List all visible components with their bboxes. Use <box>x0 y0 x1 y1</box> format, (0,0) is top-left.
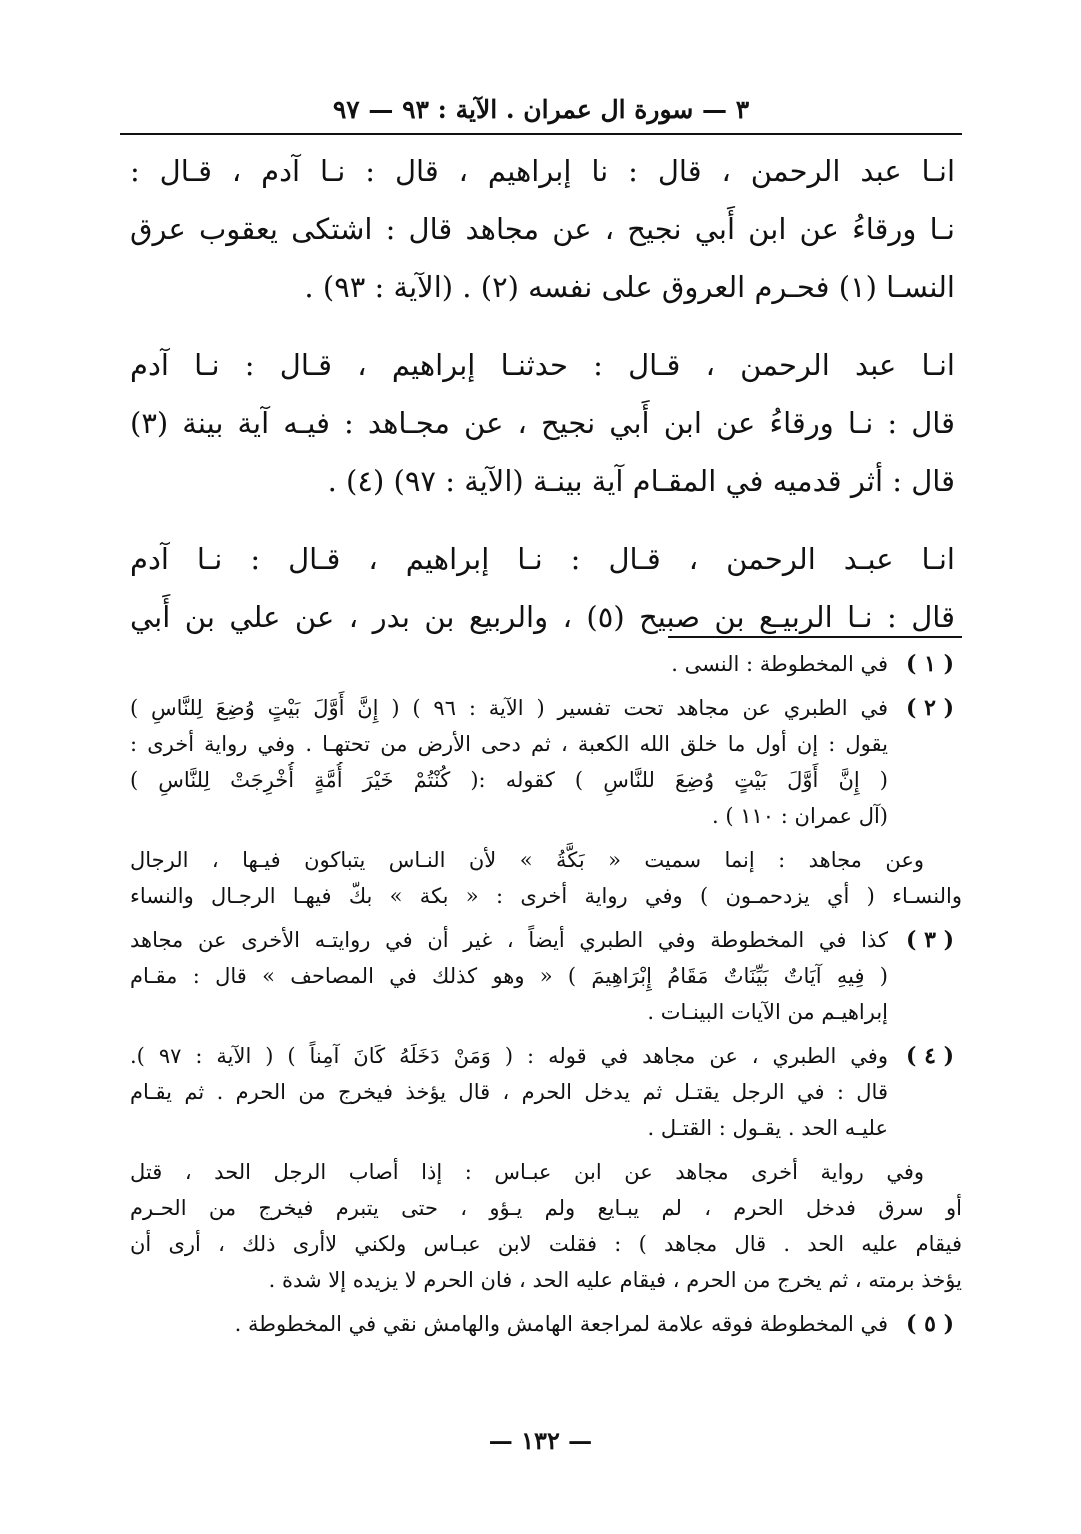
text-line: انـا عبـد الرحمن ، قـال : نـا إبراهيم ، قـال : نـا آدم <box>130 542 955 576</box>
main-paragraph <box>130 530 955 646</box>
footnote-line: يؤخذ برمته ، ثم يخرج من الحرم ، فيقام عليه الحد ، فان الحرم لا يزيده إلا شدة . <box>268 1268 962 1292</box>
footnote-line: أو سرق فدخل الحرم ، لم يبـايع ولم يـؤو ، حتى يتبرم فيخرج من الحـرم <box>130 1196 962 1220</box>
footnote-rule <box>668 636 962 638</box>
footnote-line: فيقام عليه الحد . قال مجاهد ) : فقلت لابن عبـاس ولكني لاأرى ذلك ، أرى أن <box>130 1232 962 1256</box>
text-line: انـا عبد الرحمن ، قـال : حدثنـا إبراهيم ، قـال : نـا آدم <box>130 348 955 382</box>
text-line: قال : نـا الربيـع بن صبيح (٥) ، والربيع بن بدر ، عن علي بن أَبي <box>130 600 955 634</box>
footnote-number: ( ٥ ) <box>906 1311 954 1337</box>
footnote-line: وعن مجاهد : إنما سميت « بَكَّةُ » لأن النـاس يتباكون فيـها ، الرجال <box>130 848 924 872</box>
footnote-line: ( فِيهِ آيَاتٌ بَيِّنَاتٌ مَقَامُ إِبْرَاهِيمَ ) « وهو كذلك في المصاحف » قال : مقـام <box>130 964 888 988</box>
footnote-number: ( ٤ ) <box>906 1043 954 1069</box>
page-number: — ١٣٢ — <box>488 1426 593 1455</box>
main-text <box>130 142 955 666</box>
footnote-4 <box>130 1038 962 1298</box>
text-line: قال : أثر قدميه في المقـام آية بينـة (الآية : ٩٧) (٤) . <box>327 464 955 498</box>
footnote-line: في المخطوطة فوقه علامة لمراجعة الهامش والهامش نقي في المخطوطة . <box>234 1312 888 1336</box>
footnote-number: ( ٣ ) <box>906 927 954 953</box>
main-paragraph <box>130 336 955 510</box>
running-head: ٣ — سورة ال عمران . الآية : ٩٣ — ٩٧ <box>332 95 750 124</box>
footnote-line: قال : في الرجل يقتـل ثم يدخل الحرم ، قال يؤخذ فيخرج من الحرم . ثم يقـام <box>130 1080 888 1104</box>
footnote-line: إبراهيـم من الآيات البينـات . <box>647 1000 888 1024</box>
footnote-line: عليـه الحد . يقـول : القتـل . <box>647 1116 888 1140</box>
main-paragraph <box>130 142 955 316</box>
footnote-line: في الطبري عن مجاهد تحت تفسير ( الآية : ٩٦ ) ( إِنَّ أَوَّلَ بَيْتٍ وُضِعَ لِلنَّاسِ ) <box>130 696 888 720</box>
footnote-line: وفي رواية أخرى مجاهد عن ابن عبـاس : إذا أصاب الرجل الحد ، قتل <box>130 1160 924 1184</box>
text-line: قال : نـا ورقاءُ عن ابن أَبي نجيح ، عن مجـاهد : فيـه آية بينة (٣) <box>130 406 955 440</box>
text-line: نـا ورقاءُ عن ابن أَبي نجيح ، عن مجاهد قال : اشتكى يعقوب عرق <box>130 212 955 246</box>
footnote-line: والنسـاء ( أي يزدحمـون ) وفي رواية أخرى : « بكة » بكّ فيهـا الرجـال والنساء <box>130 884 962 908</box>
footnote-line: في المخطوطة : النسى . <box>671 652 888 676</box>
footnote-number: ( ٢ ) <box>906 695 954 721</box>
footnote-line: (آل عمران : ١١٠ ) . <box>712 804 888 828</box>
footnote-1 <box>130 646 962 682</box>
footnote-2 <box>130 690 962 914</box>
footnote-3 <box>130 922 962 1030</box>
footnote-line: يقول : إن أول ما خلق الله الكعبة ، ثم دحى الأرض من تحتهـا . وفي رواية أخرى : <box>130 732 888 756</box>
footnote-line: ( إِنَّ أَوَّلَ بَيْتٍ وُضِعَ للنَّاسِ ) كقوله :( كُنْتُمْ خَيْرَ أُمَّةٍ أُخْرِجَتْ لِلنَّاسِ ) <box>130 768 888 792</box>
header-rule <box>120 133 962 135</box>
footnotes <box>130 646 962 1350</box>
footnote-number: ( ١ ) <box>906 651 954 677</box>
footnote-5 <box>130 1306 962 1342</box>
footnote-line: كذا في المخطوطة وفي الطبري أيضاً ، غير أن في روايتـه الأخرى عن مجاهد <box>130 928 888 952</box>
footnote-line: وفي الطبري ، عن مجاهد في قوله : ( وَمَنْ دَخَلَهُ كَانَ آمِناً ) ( الآية : ٩٧ ). <box>130 1044 888 1068</box>
text-line: انـا عبد الرحمن ، قال : نا إبراهيم ، قال : نـا آدم ، قـال : <box>130 154 955 188</box>
text-line: النسـا (١) فحـرم العروق على نفسه (٢) . (الآية : ٩٣) . <box>304 270 955 304</box>
